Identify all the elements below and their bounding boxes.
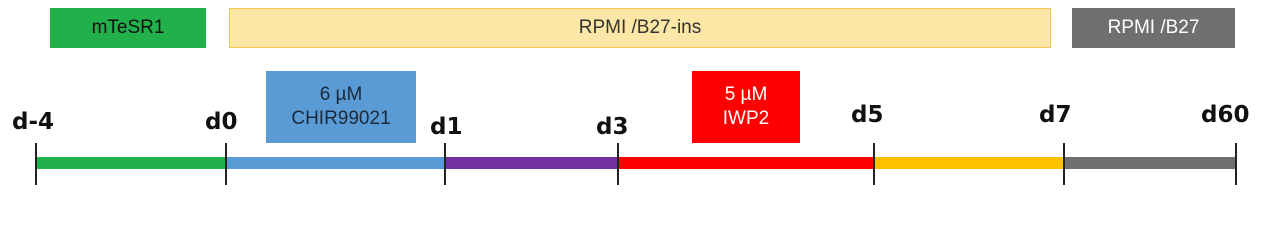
timeline-segment-d0-d1	[226, 157, 445, 169]
media-rpmi-b27-ins-label: RPMI /B27-ins	[578, 17, 702, 38]
treatment-chir-concentration: 6 µM	[319, 84, 363, 105]
treatment-chir-name: CHIR99021	[291, 108, 391, 129]
media-rpmi-b27-label: RPMI /B27	[1107, 17, 1200, 38]
timeline-segment-d1-d3	[445, 157, 618, 169]
treatment-iwp2-concentration: 5 µM	[724, 84, 768, 105]
day-label-d3: d3	[596, 114, 629, 140]
day-label-d60: d60	[1201, 102, 1250, 128]
day-label-d0: d0	[205, 109, 238, 135]
timeline-segment-d7-d60	[1064, 157, 1236, 169]
day-label-d-4: d-4	[12, 109, 55, 135]
day-label-d1: d1	[430, 114, 463, 140]
media-mtesr1-label: mTeSR1	[91, 17, 165, 38]
timeline-segment-d3-d5	[618, 157, 874, 169]
treatment-iwp2-name: IWP2	[722, 108, 770, 129]
timeline-segment-d5-d7	[874, 157, 1064, 169]
day-label-d7: d7	[1039, 102, 1072, 128]
timeline-segment-d-4-d0	[36, 157, 226, 169]
day-label-d5: d5	[851, 102, 884, 128]
